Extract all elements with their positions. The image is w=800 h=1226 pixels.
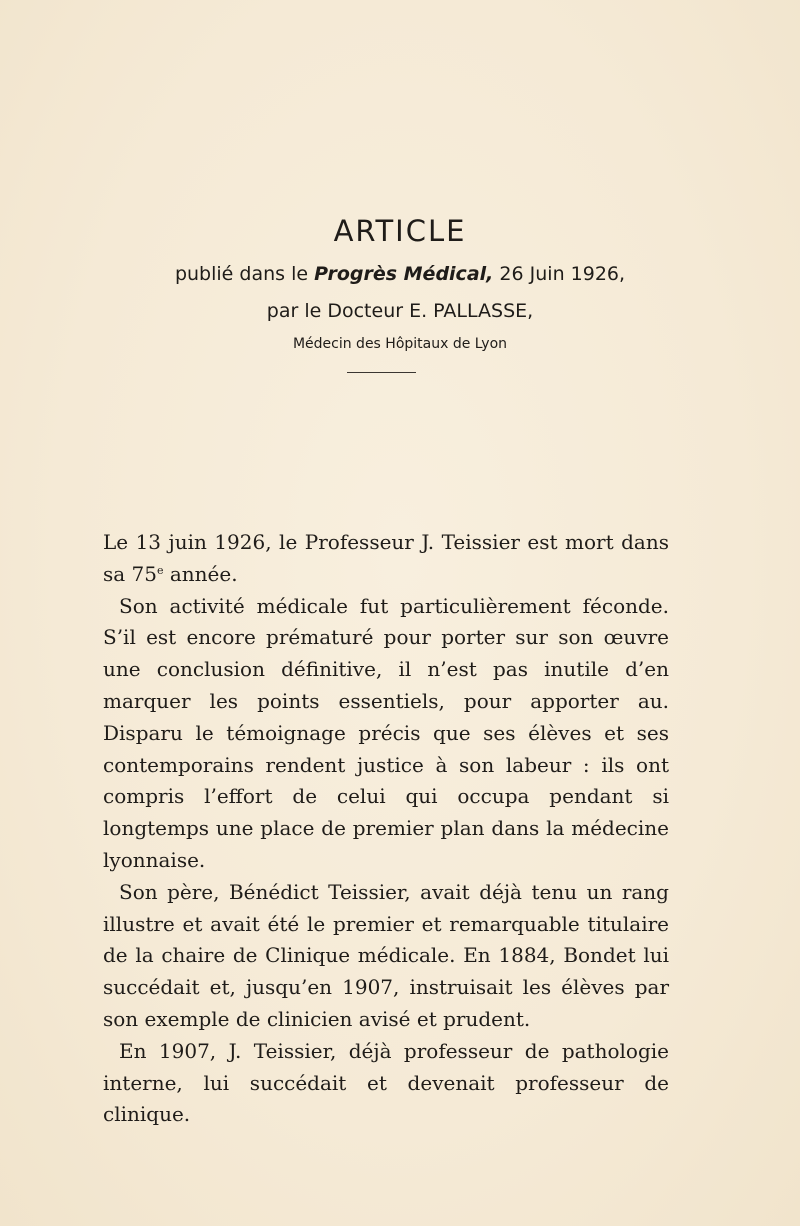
paragraph-4: En 1907, J. Teissier, déjà professeur de pathologie interne, lui succédait et devenait professeur de clinique. <box>103 1038 669 1127</box>
paragraph-1-end: année. <box>163 561 238 586</box>
publication-prefix: publié dans le <box>174 263 315 285</box>
ordinal-superscript: e <box>157 563 164 577</box>
article-body <box>103 527 669 1131</box>
paragraph-3: Son père, Bénédict Teissier, avait déjà tenu un rang illustre et avait été le premier et remarquable titulaire de la chaire de Clinique médicale. En 1884, Bondet lui succédait et, jusqu’en 1907, instruisait les élèves par son exemple de clinicien avisé et prudent. <box>103 879 669 1031</box>
journal-name: Progrès Médical, <box>314 263 494 285</box>
paragraph-2: Son activité médicale fut particulièrement féconde. S’il est encore prématuré pour porter sur son œuvre une conclusion définitive, il n’est pas inutile d’en marquer les points essentiels, pour apporter au. Disparu le témoignage précis que ses élèves et ses contemporains rendent justice à son labeur : ils ont compris l’effort de celui qui occupa pendant si longtemps une place de premier plan dans la médecine lyonnaise. <box>103 593 669 872</box>
article-title: ARTICLE <box>333 214 467 248</box>
divider-rule <box>347 372 416 373</box>
paragraph-1 <box>103 527 669 591</box>
publication-date: 26 Juin 1926, <box>493 263 626 285</box>
paragraph-1-text: Le 13 juin 1926, le Professeur J. Teissier est mort dans sa 75 <box>103 530 669 586</box>
author-line: par le Docteur E. PALLASSE, <box>266 300 534 322</box>
publication-line <box>0 263 800 285</box>
author-affiliation: Médecin des Hôpitaux de Lyon <box>292 336 508 352</box>
